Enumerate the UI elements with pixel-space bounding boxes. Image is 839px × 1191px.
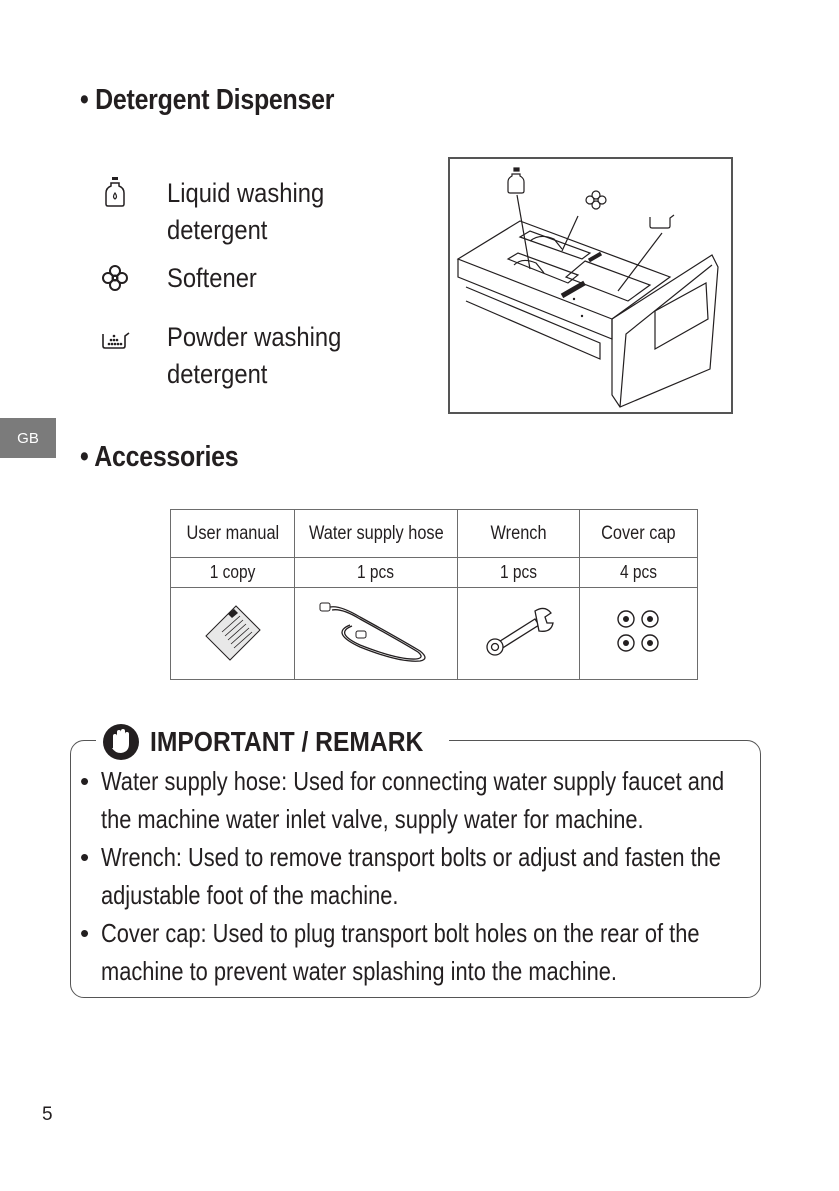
table-cell [295,588,458,680]
title-bullet: • [80,441,95,473]
powder-detergent-icon [100,322,130,354]
page-number: 5 [42,1104,53,1125]
remark-title: IMPORTANT / REMARK [150,726,424,757]
table-header-cell: Water supply hose [295,510,458,558]
legend-item-powder [100,322,130,359]
cover-cap-image [604,601,674,661]
table-cell: 1 pcs [458,558,580,588]
remark-text: Water supply hose: Used for connecting water supply faucet and the machine water inlet valve, supply water for machine. [101,766,725,834]
legend-label-liquid: Liquid washing detergent [167,178,325,245]
user-manual-image [198,596,268,666]
softener-flower-icon [100,262,130,294]
table-header-cell: Wrench [458,510,580,558]
wrench-image [479,601,559,661]
dispenser-drawer-illustration [450,159,731,412]
list-item: • Water supply hose: Used for connecting water supply faucet and the machine water inlet valve, supply water for machine. [78,762,748,838]
legend-label-softener: Softener [167,263,257,293]
legend-label-powder: Powder washing detergent [167,322,342,389]
dispenser-section-title: • Detergent Dispenser [80,84,335,116]
table-header-row [171,510,698,558]
table-row [171,558,698,588]
hand-stop-icon [102,722,140,762]
remark-text: Cover cap: Used to plug transport bolt holes on the rear of the machine to prevent water splashing into the machine. [101,918,700,986]
table-cell [458,588,580,680]
accessories-section-title: • Accessories [80,441,239,473]
remark-header [96,718,449,766]
detergent-bottle-icon [100,176,130,208]
language-tab: GB [0,418,56,458]
table-cell: 1 pcs [295,558,458,588]
list-item: • Wrench: Used to remove transport bolts or adjust and fasten the adjustable foot of the machine. [78,838,748,914]
table-header-cell: User manual [171,510,295,558]
dispenser-figure [448,157,733,414]
table-cell [580,588,698,680]
table-cell [171,588,295,680]
table-image-row [171,588,698,680]
legend-item-softener [100,262,130,299]
remark-text: Wrench: Used to remove transport bolts or adjust and fasten the adjustable foot of the machine. [101,842,721,910]
table-header-cell: Cover cap [580,510,698,558]
remark-list [78,762,748,990]
water-supply-hose-image [316,595,436,667]
title-bullet: • [80,84,96,116]
legend-item-liquid [100,176,130,213]
list-item: • Cover cap: Used to plug transport bolt holes on the rear of the machine to prevent water splashing into the machine. [78,914,748,990]
table-cell: 4 pcs [580,558,698,588]
table-cell: 1 copy [171,558,295,588]
accessories-table [170,509,698,680]
